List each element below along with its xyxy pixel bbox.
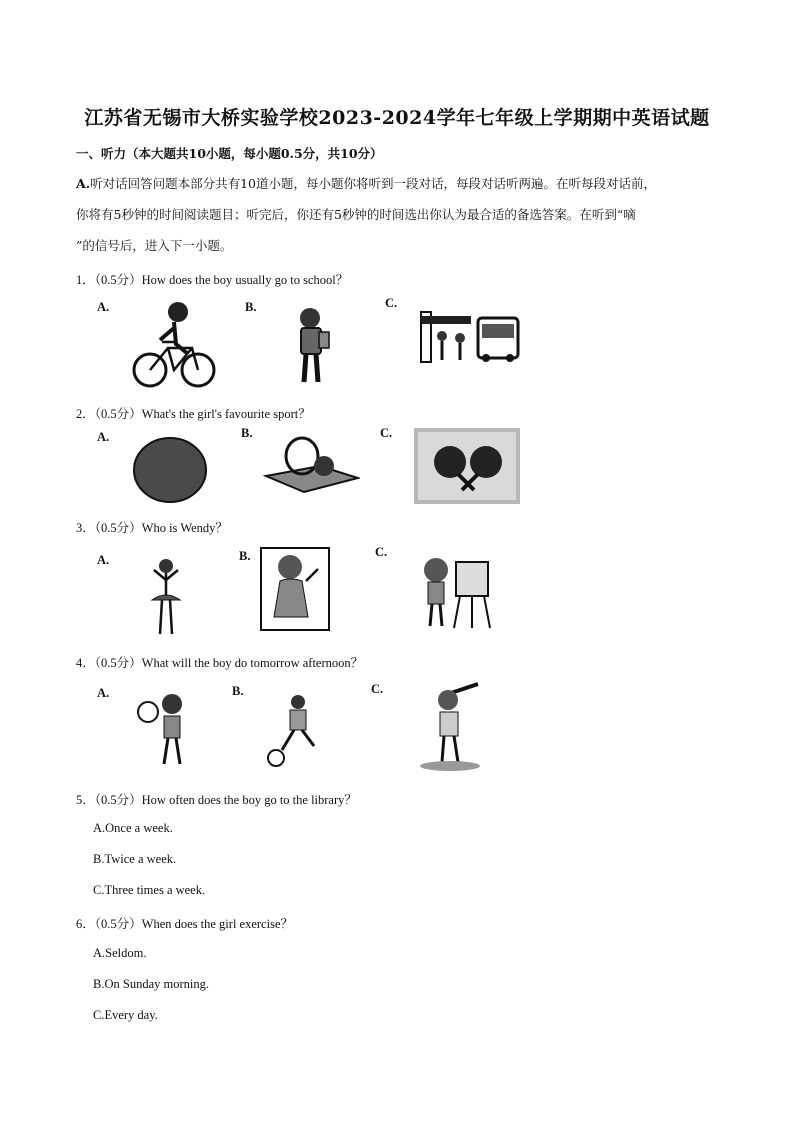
- question-2: [76, 404, 311, 422]
- choice-c[interactable]: C.Three times a week.: [93, 883, 206, 897]
- question-score: （0.5分）: [94, 793, 142, 807]
- option-label-c[interactable]: C.: [380, 426, 393, 440]
- question-number: 2．: [76, 407, 95, 421]
- boy-on-bicycle-image: [130, 298, 220, 390]
- question-text: What's the girl's favourite sport？: [141, 407, 311, 421]
- question-score: （0.5分）: [94, 917, 142, 931]
- ping-pong-paddles-image: [414, 428, 520, 504]
- choice-c[interactable]: C.Every day.: [93, 1008, 158, 1022]
- question-text: How often does the boy go to the library？: [141, 793, 357, 807]
- option-label-a[interactable]: A.: [97, 300, 110, 314]
- question-6: [76, 914, 293, 932]
- instructions: [76, 168, 720, 261]
- ball-image: [132, 436, 208, 504]
- question-number: 1．: [76, 273, 95, 287]
- question-text: What will the boy do tomorrow afternoon？: [141, 656, 364, 670]
- question-score: （0.5分）: [94, 273, 142, 287]
- part-label: A.: [76, 176, 91, 191]
- tennis-racket-and-ball-image: [262, 436, 360, 496]
- option-label-c[interactable]: C.: [375, 545, 388, 559]
- option-label-b[interactable]: B.: [241, 426, 253, 440]
- option-label-c[interactable]: C.: [385, 296, 398, 310]
- question-number: 4．: [76, 656, 95, 670]
- painter-at-easel-image: [418, 552, 496, 630]
- question-number: 6．: [76, 917, 95, 931]
- option-label-a[interactable]: A.: [97, 430, 110, 444]
- ballet-dancer-image: [146, 556, 186, 638]
- question-text: Who is Wendy？: [141, 521, 228, 535]
- question-5: [76, 790, 357, 808]
- question-number: 5．: [76, 793, 95, 807]
- question-text: How does the boy usually go to school？: [141, 273, 349, 287]
- question-text: When does the girl exercise？: [141, 917, 293, 931]
- choice-a[interactable]: A.Seldom.: [93, 946, 147, 960]
- choice-a[interactable]: A.Once a week.: [93, 821, 173, 835]
- instruction-line-2: 你将有5秒钟的时间阅读题目；听完后，你还有5秒钟的时间选出你认为最合适的备选答案。在听到“嘀: [76, 207, 636, 222]
- question-4: [76, 653, 363, 671]
- volleyball-player-image: [136, 690, 192, 766]
- document-title: 江苏省无锡市大桥实验学校2023-2024学年七年级上学期期中英语试题: [84, 107, 710, 129]
- boy-walking-image: [292, 306, 334, 386]
- football-player-image: [264, 692, 328, 770]
- bus-stop-and-bus-image: [418, 310, 522, 364]
- option-label-b[interactable]: B.: [239, 549, 251, 563]
- choice-b[interactable]: B.On Sunday morning.: [93, 977, 209, 991]
- question-3: [76, 518, 228, 536]
- instruction-line-1: 听对话回答问题本部分共有10道小题，每小题你将听到一段对话，每段对话听两遍。在听每段对话前，: [90, 176, 656, 191]
- instruction-line-3: ”的信号后，进入下一小题。: [76, 238, 233, 253]
- option-label-a[interactable]: A.: [97, 686, 110, 700]
- girl-portrait-image: [260, 547, 330, 631]
- question-number: 3．: [76, 521, 95, 535]
- choice-b[interactable]: B.Twice a week.: [93, 852, 177, 866]
- question-1: [76, 270, 348, 288]
- question-score: （0.5分）: [94, 407, 142, 421]
- option-label-a[interactable]: A.: [97, 553, 110, 567]
- option-label-c[interactable]: C.: [371, 682, 384, 696]
- section-heading: 一、听力（本大题共10小题，每小题0.5分，共10分）: [76, 146, 383, 161]
- baseball-player-image: [412, 682, 486, 774]
- question-score: （0.5分）: [94, 656, 142, 670]
- question-score: （0.5分）: [94, 521, 142, 535]
- option-label-b[interactable]: B.: [232, 684, 244, 698]
- option-label-b[interactable]: B.: [245, 300, 257, 314]
